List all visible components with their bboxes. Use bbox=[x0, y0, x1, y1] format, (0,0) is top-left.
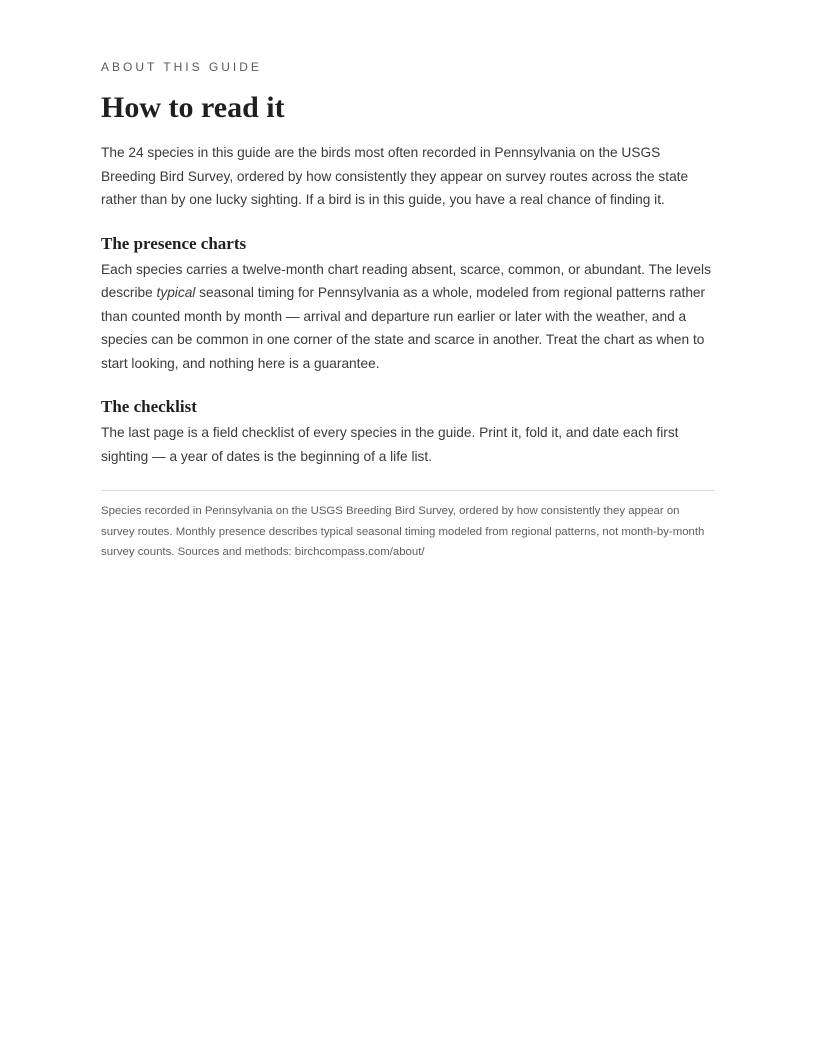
presence-charts-heading: The presence charts bbox=[101, 233, 247, 253]
guide-page bbox=[101, 58, 715, 563]
section-eyebrow: ABOUT THIS GUIDE bbox=[101, 60, 262, 74]
footnote-divider bbox=[101, 490, 715, 491]
presence-charts-body-end: seasonal timing for Pennsylvania as a whole, modeled from regional patterns rather than counted month by month — arrival and departure run earlier or later with the weather, and a species can be common in one corner of the state and scarce in another. Treat the chart as when to start looking, and nothing here is a guarantee. bbox=[101, 285, 706, 371]
checklist-heading: The checklist bbox=[101, 397, 197, 416]
checklist-section bbox=[101, 396, 715, 468]
presence-charts-body bbox=[101, 258, 715, 376]
sources-footnote: Species recorded in Pennsylvania on the USGS Breeding Bird Survey, ordered by how consistently they appear on survey routes. Monthly presence describes typical seasonal timing modeled from regional patterns, not month-by-month survey counts. Sources and methods: birchcompass.com/about/ bbox=[101, 505, 705, 558]
page-title: How to read it bbox=[101, 91, 285, 124]
presence-charts-body-start: Each species carries a twelve-month chart reading absent, scarce, common, or abundant. The levels describe bbox=[101, 261, 711, 300]
intro-paragraph: The 24 species in this guide are the birds most often recorded in Pennsylvania on the USGS Breeding Bird Survey, ordered by how consistently they appear on survey routes across the state rather than by one lucky sighting. If a bird is in this guide, you have a real chance of finding it. bbox=[101, 145, 689, 207]
presence-charts-section bbox=[101, 233, 715, 376]
checklist-body: The last page is a field checklist of every species in the guide. Print it, fold it, and date each first sighting — a year of dates is the beginning of a life list. bbox=[101, 425, 679, 464]
presence-charts-body-emphasis: typical bbox=[156, 285, 196, 300]
